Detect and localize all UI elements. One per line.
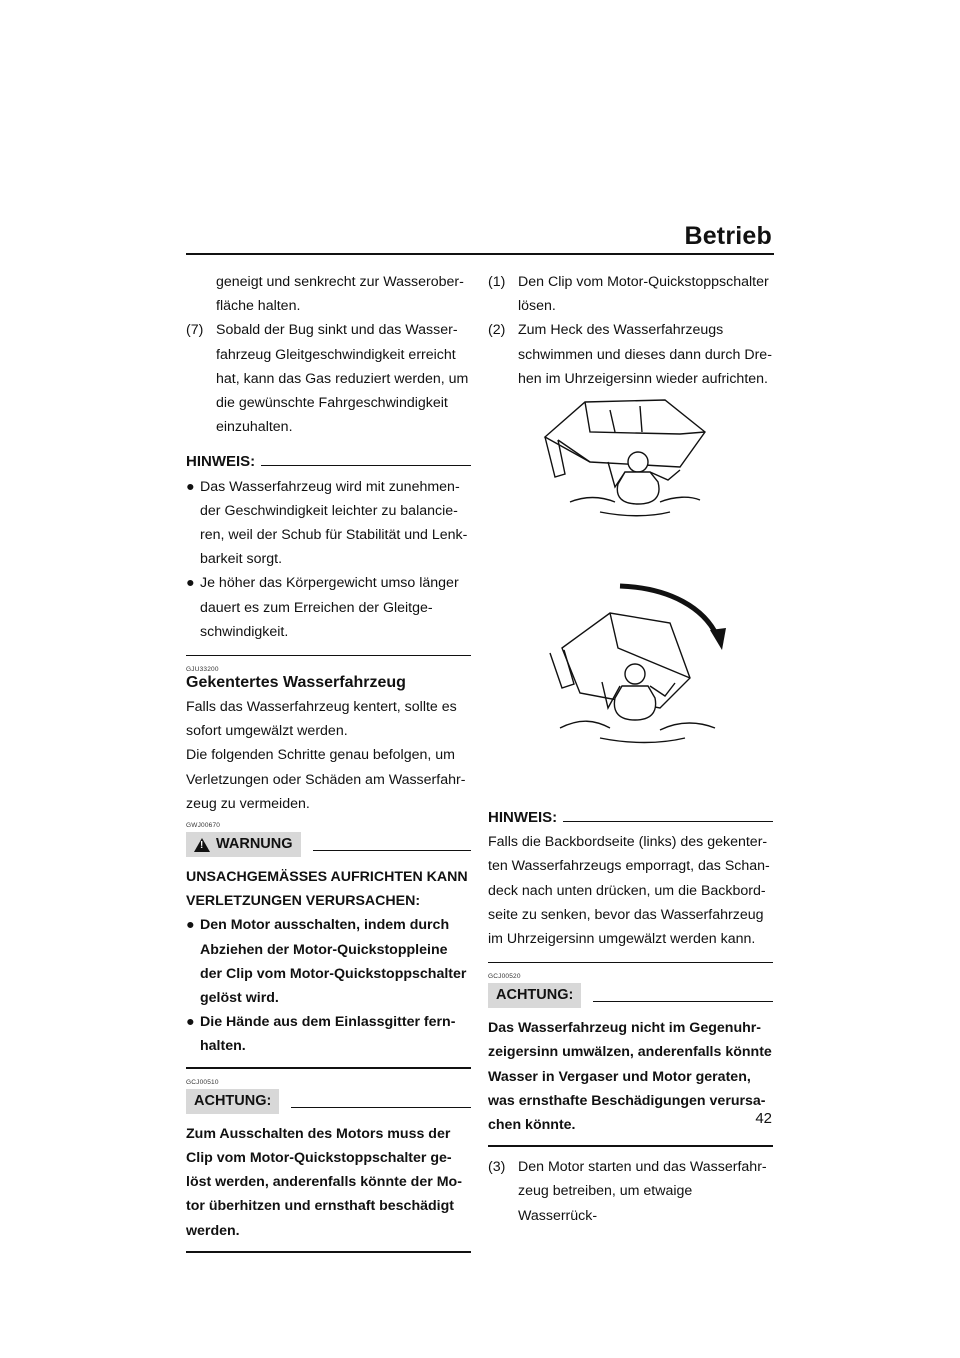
caution-label: ACHTUNG:: [186, 1089, 279, 1114]
step-text: Den Clip vom Motor-Quickstoppschalter lösen.: [518, 274, 769, 315]
warning-label: WARNUNG: [216, 836, 293, 853]
caution-heading: [186, 1089, 471, 1114]
caution-end-rule: [488, 1145, 773, 1147]
hinweis-end-rule: [186, 655, 471, 656]
bullet-icon: ●: [186, 478, 195, 495]
section-paragraph: Die folgenden Schritte genau befolgen, um Verletzungen oder Schäden am Wasserfahr- zeug zu vermeiden.: [186, 747, 466, 812]
step-number: (7): [186, 322, 204, 339]
page-title: Betrieb: [684, 222, 772, 250]
warning-headline: UNSACHGEMÄSSES AUFRICHTEN KANN VERLETZUNGEN VERURSACHEN:: [186, 869, 468, 910]
warning-code: GWJ00670: [186, 822, 221, 830]
section-code: GJU33200: [186, 666, 219, 674]
warning-triangle-icon: !: [194, 838, 210, 852]
hinweis-label: HINWEIS:: [186, 453, 256, 471]
caution-code: GCJ00510: [186, 1078, 219, 1086]
bullet-text: Das Wasserfahrzeug wird mit zunehmen- der Geschwindigkeit leichter zu balancie- ren, weil der Schub für Stabilität und Lenk- barkeit sorgt.: [200, 478, 468, 568]
caution-heading: [488, 983, 773, 1008]
step-1: [488, 270, 773, 318]
page-number: 42: [755, 1110, 772, 1127]
step-number: (1): [488, 274, 506, 290]
caution-code: GCJ00520: [488, 973, 521, 981]
warning-bullet: [186, 1010, 471, 1058]
righting-watercraft-illustration: [530, 392, 730, 527]
heading-rule: [291, 1107, 471, 1108]
step-text: Den Motor starten und das Wasserfahr- zeug betreiben, um etwaige Wasserrück-: [518, 1159, 767, 1224]
warning-heading: [186, 832, 471, 857]
step-text: Sobald der Bug sinkt und das Wasser- fahrzeug Gleitgeschwindigkeit erreicht hat, kann das Gas reduziert werden, um die gewünschte Fahrgeschwindigkeit einzuhalten.: [216, 322, 469, 436]
hinweis-end-rule: [488, 962, 773, 963]
step-2: [488, 318, 773, 391]
warning-bullet: [186, 913, 471, 1010]
warning-end-rule: [186, 1067, 471, 1069]
bullet-icon: ●: [186, 575, 195, 592]
section-title: Gekentertes Wasserfahrzeug: [186, 674, 406, 692]
caution-label: ACHTUNG:: [488, 983, 581, 1008]
header-rule: [186, 253, 774, 255]
section-paragraph: Falls das Wasserfahrzeug kentert, sollte es sofort umgewälzt werden.: [186, 699, 457, 740]
caution-end-rule: [186, 1251, 471, 1253]
hinweis-text: Falls die Backbordseite (links) des gekenter- ten Wasserfahrzeugs emporragt, das Schan- deck nach unten drücken, um die Backbord- seite zu senken, bevor das Wasserfahrzeug im Uhrzeigersinn umgewälzt werden kann.: [488, 834, 770, 948]
intro-continuation: geneigt und senkrecht zur Wasserober- fläche halten.: [216, 274, 464, 315]
hinweis-bullet: [186, 475, 471, 572]
step-text: Zum Heck des Wasserfahrzeugs schwimmen und dieses dann durch Dre- hen im Uhrzeigersinn wieder aufrichten.: [518, 322, 772, 387]
bullet-text: Je höher das Körpergewicht umso länger dauert es zum Erreichen der Gleitge- schwindigkeit.: [200, 575, 459, 640]
bullet-icon: ●: [186, 917, 195, 934]
bullet-text: Die Hände aus dem Einlassgitter fern- halten.: [200, 1014, 456, 1055]
bullet-icon: ●: [186, 1014, 195, 1031]
heading-rule: [593, 1001, 773, 1002]
heading-rule: [313, 850, 471, 851]
hinweis-heading: [186, 450, 471, 474]
hinweis-bullet: [186, 571, 471, 644]
warning-tag: [186, 832, 301, 857]
caution-text: Zum Ausschalten des Motors muss der Clip vom Motor-Quickstoppschalter ge- löst werden, anderenfalls könnte der Mo- tor überhitzen und ernsthaft beschädigt werden.: [186, 1125, 462, 1239]
heading-rule: [261, 465, 471, 466]
hinweis-label: HINWEIS:: [488, 809, 558, 827]
caution-text: Das Wasserfahrzeug nicht im Gegenuhr- zeigersinn umwälzen, anderenfalls könnte Wasser in Vergaser und Motor geraten, was ernsthafte Beschädigungen verursa- chen könnte.: [488, 1020, 772, 1134]
heading-rule: [563, 821, 773, 822]
step-3: [488, 1155, 773, 1228]
step-7: [186, 318, 471, 439]
hinweis-heading: [488, 806, 773, 830]
rotating-watercraft-illustration: [540, 578, 730, 753]
left-column: [186, 270, 471, 1253]
step-number: (2): [488, 322, 506, 339]
bullet-text: Den Motor ausschalten, indem durch Abziehen der Motor-Quickstoppleine der Clip vom Motor-Quickstoppschalter gelöst wird.: [200, 917, 467, 1007]
step-number: (3): [488, 1159, 506, 1176]
